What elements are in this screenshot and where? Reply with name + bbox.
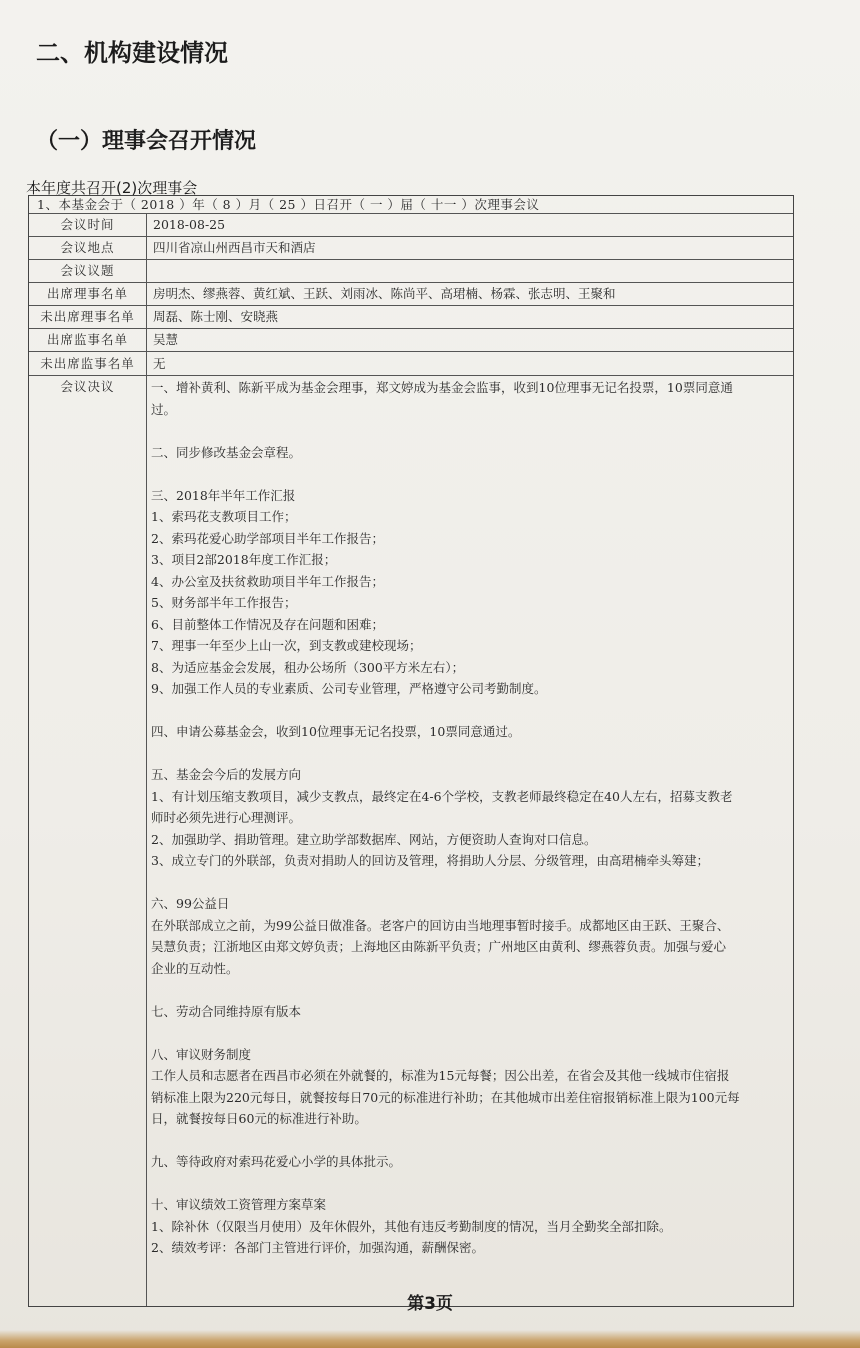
blank-line <box>151 1022 785 1044</box>
row-value: 吴慧 <box>153 332 179 347</box>
row-label: 会议地点 <box>29 237 147 259</box>
resolution-line: 企业的互动性。 <box>151 960 239 976</box>
resolution-line: 一、增补黄利、陈新平成为基金会理事，郑文婷成为基金会监事，收到10位理事无记名投票，10票同意通 <box>151 380 733 395</box>
resolution-line: 1、除补休（仅限当月使用）及年休假外，其他有违反考勤制度的情况，当月全勤奖全部扣除。 <box>151 1218 672 1234</box>
row-value: 2018-08-25 <box>153 217 226 232</box>
resolution-line: 5、财务部半年工作报告； <box>151 595 297 610</box>
subsection-heading: （一）理事会召开情况 <box>36 129 257 154</box>
page-edge <box>0 1330 860 1348</box>
row-value: 房明杰、缪燕蓉、黄红斌、王跃、刘雨冰、陈尚平、高珺楠、杨霖、张志明、王聚和 <box>153 286 616 301</box>
blank-line <box>151 1173 785 1195</box>
resolution-line: 师时必须先进行心理测评。 <box>151 810 302 825</box>
resolution-line: 吴慧负责；江浙地区由郑文婷负责；上海地区由陈新平负责；广州地区由黄利、缪燕蓉负责。加强与爱心 <box>151 939 727 954</box>
row-value: 无 <box>153 356 166 371</box>
row-label: 未出席理事名单 <box>29 306 147 328</box>
resolution-line: 日，就餐按每日60元的标准进行补助。 <box>151 1111 367 1126</box>
row-label: 出席理事名单 <box>29 283 147 305</box>
blank-line <box>151 743 785 765</box>
blank-line <box>151 872 785 894</box>
resolution-line: 2、绩效考评：各部门主管进行评价，加强沟通，薪酬保密。 <box>151 1240 484 1255</box>
meeting-header-row <box>29 196 793 214</box>
resolution-line: 2、索玛花爱心助学部项目半年工作报告； <box>151 530 384 546</box>
meeting-table <box>28 195 794 1307</box>
row-label: 会议议题 <box>29 260 147 282</box>
resolution-line: 五、基金会今后的发展方向 <box>151 767 302 782</box>
resolution-line: 四、申请公募基金会，收到10位理事无记名投票，10票同意通过。 <box>151 724 521 739</box>
table-row <box>29 283 793 306</box>
resolution-line: 七、劳动合同维持原有版本 <box>151 1003 302 1019</box>
table-row <box>29 329 793 352</box>
blank-line <box>151 463 785 485</box>
row-value: 周磊、陈士刚、安晓燕 <box>153 309 279 324</box>
page-number: 第3页 <box>407 1294 453 1314</box>
resolution-line: 九、等待政府对索玛花爱心小学的具体批示。 <box>151 1154 402 1169</box>
table-row <box>29 260 793 283</box>
resolution-label: 会议决议 <box>29 376 147 1306</box>
resolution-line: 3、成立专门的外联部，负责对捐助人的回访及管理，将捐助人分层、分级管理，由高珺楠牵头筹建； <box>151 853 709 868</box>
resolution-line: 4、办公室及扶贫救助项目半年工作报告； <box>151 573 384 589</box>
row-label: 出席监事名单 <box>29 329 147 351</box>
resolution-line: 过。 <box>151 401 177 417</box>
resolution-line: 6、目前整体工作情况及存在问题和困难； <box>151 616 384 632</box>
row-value: 四川省凉山州西昌市天和酒店 <box>153 240 316 255</box>
resolution-line: 8、为适应基金会发展，租办公场所（300平方米左右）； <box>151 659 465 675</box>
meeting-header-text: 1、本基金会于（ 2018 ）年（ 8 ）月（ 25 ）日召开（ 一 ）届（ 十一 ）次理事会议 <box>37 197 540 212</box>
row-label: 会议时间 <box>29 214 147 236</box>
resolution-line: 1、有计划压缩支教项目，减少支教点，最终定在4-6个学校，支教老师最终稳定在40人左右，招募支教老 <box>151 788 733 804</box>
resolution-line: 销标准上限为220元每日，就餐按每日70元的标准进行补助；在其他城市出差住宿报销标准上限为100元每 <box>151 1089 740 1105</box>
resolution-line: 9、加强工作人员的专业素质、公司专业管理，严格遵守公司考勤制度。 <box>151 681 547 696</box>
row-value <box>149 260 793 282</box>
blank-line <box>151 1130 785 1152</box>
row-label: 未出席监事名单 <box>29 352 147 375</box>
resolution-line: 三、2018年半年工作汇报 <box>151 487 296 503</box>
blank-line <box>151 420 785 442</box>
meeting-count-summary: 本年度共召开(2)次理事会 <box>26 179 198 197</box>
resolution-line: 3、项目2部2018年度工作汇报； <box>151 552 337 567</box>
resolution-line: 1、索玛花支教项目工作； <box>151 509 297 524</box>
resolution-line: 十、审议绩效工资管理方案草案 <box>151 1197 327 1212</box>
table-row <box>29 237 793 260</box>
table-row <box>29 306 793 329</box>
resolution-line: 2、加强助学、捐助管理。建立助学部数据库、网站，方便资助人查询对口信息。 <box>151 831 597 847</box>
resolution-line: 7、理事一年至少上山一次，到支教或建校现场； <box>151 638 422 653</box>
section-heading: 二、机构建设情况 <box>36 39 228 67</box>
resolution-line: 在外联部成立之前，为99公益日做准备。老客户的回访由当地理事暂时接手。成都地区由王跃、王聚合、 <box>151 917 730 933</box>
blank-line <box>151 979 785 1001</box>
resolution-line: 二、同步修改基金会章程。 <box>151 444 302 460</box>
table-row <box>29 352 793 376</box>
resolution-text <box>151 377 785 1259</box>
blank-line <box>151 700 785 722</box>
resolution-line: 八、审议财务制度 <box>151 1046 252 1062</box>
resolution-line: 六、99公益日 <box>151 896 230 911</box>
table-row <box>29 214 793 237</box>
resolution-line: 工作人员和志愿者在西昌市必须在外就餐的，标准为15元每餐；因公出差，在省会及其他一线城市住宿报 <box>151 1068 730 1083</box>
